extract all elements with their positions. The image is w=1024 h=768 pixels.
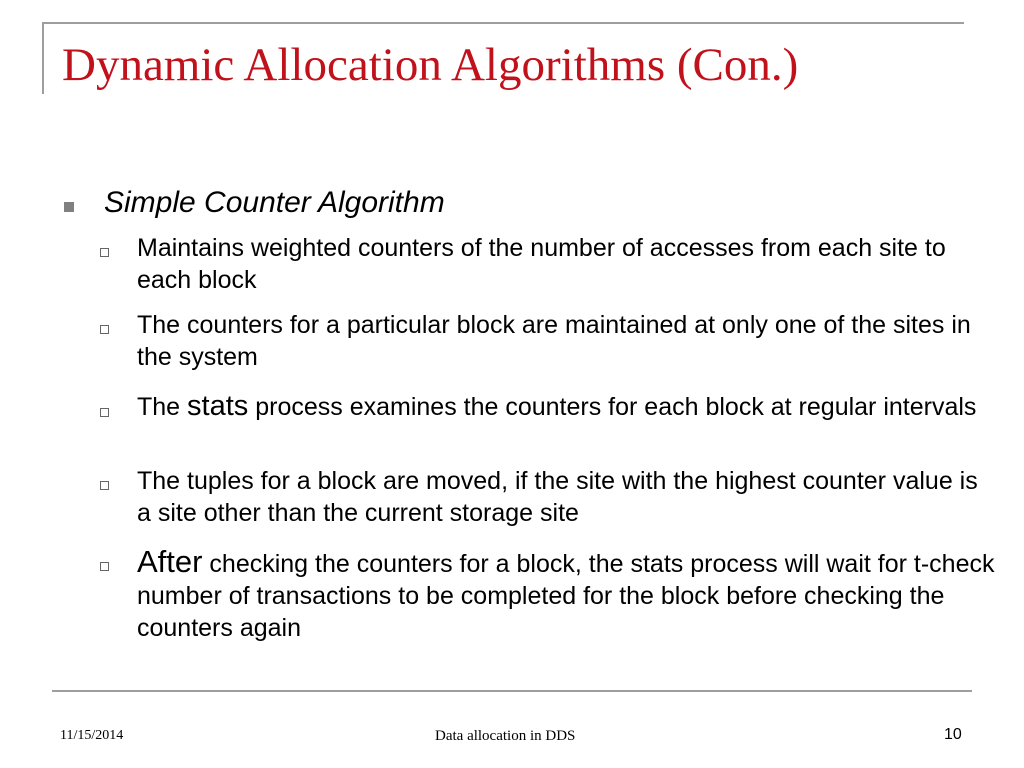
sub-bullet-text-post: checking the counters for a block, the stats process will wait for t-check number of transactions to be completed for the block before checking the counters again [137, 550, 995, 642]
sub-bullet-text: The tuples for a block are moved, if the site with the highest counter value is a site other than the current storage site [137, 467, 978, 527]
hollow-square-bullet-icon [100, 481, 109, 490]
hollow-square-bullet-icon [100, 248, 109, 257]
sub-bullet-text [137, 390, 997, 423]
hollow-square-bullet-icon [100, 408, 109, 417]
sub-bullet-text [137, 546, 997, 644]
footer-rule [52, 690, 972, 692]
sub-bullet-text-post: process examines the counters for each block at regular intervals [248, 393, 977, 421]
sub-bullet-text: The counters for a particular block are maintained at only one of the sites in the system [137, 311, 971, 371]
square-bullet-icon [64, 202, 74, 212]
left-frame-line [42, 22, 44, 94]
stats-keyword: stats [187, 390, 249, 422]
hollow-square-bullet-icon [100, 562, 109, 571]
slide-title: Dynamic Allocation Algorithms (Con.) [62, 39, 799, 91]
main-bullet-text: Simple Counter Algorithm [104, 186, 445, 219]
after-keyword: After [137, 544, 203, 579]
footer-title: Data allocation in DDS [435, 728, 576, 744]
sub-bullet-text: Maintains weighted counters of the number of accesses from each site to each block [137, 234, 946, 294]
hollow-square-bullet-icon [100, 325, 109, 334]
sub-bullet-text-pre: The [137, 393, 188, 421]
footer-date: 11/15/2014 [60, 728, 124, 743]
slide-number: 10 [944, 726, 962, 743]
top-frame-line [42, 22, 964, 24]
